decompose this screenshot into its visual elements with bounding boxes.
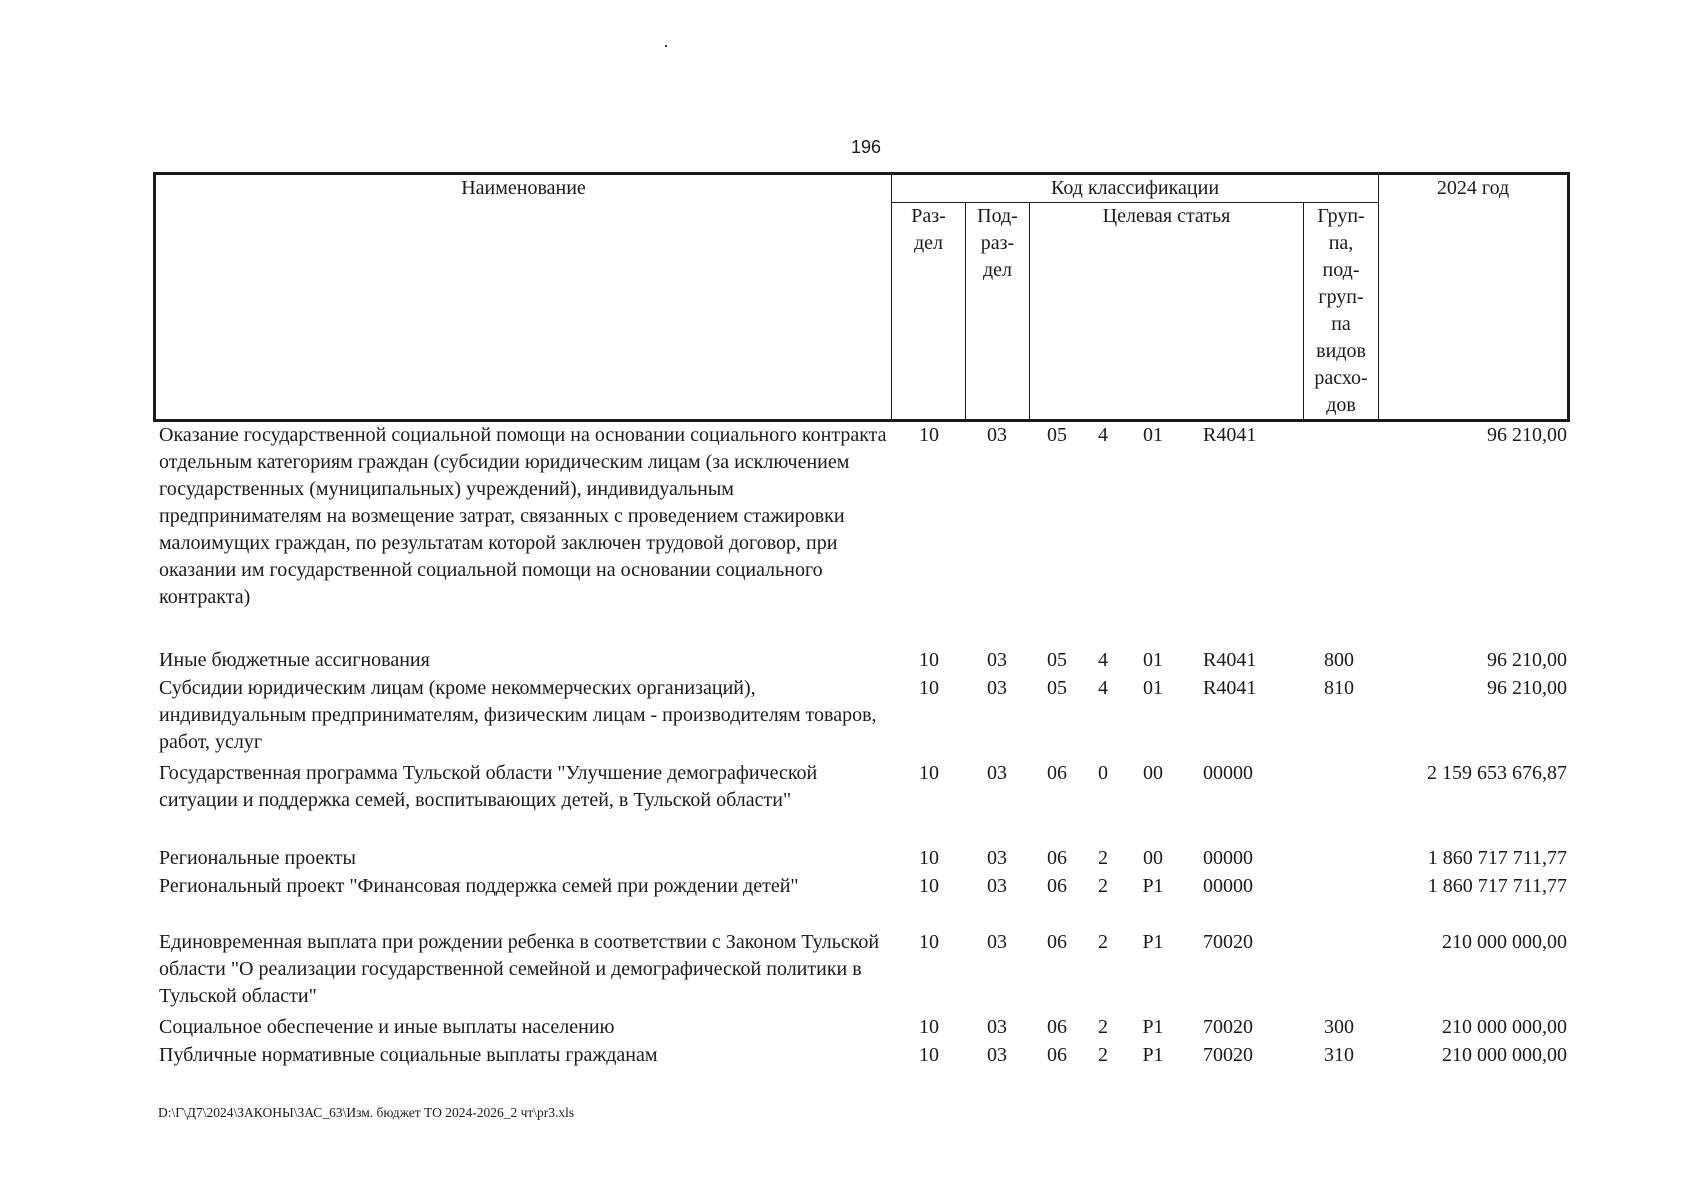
row-target-subprogram: P1 bbox=[1142, 1044, 1164, 1066]
header-razdel-line: Раз- bbox=[911, 205, 946, 227]
header-code-group-cell bbox=[892, 174, 1379, 203]
header-podrazdel-line: раз- bbox=[980, 232, 1015, 254]
row-name: Региональные проекты bbox=[159, 847, 356, 869]
row-name: Единовременная выплата при рождении ребенка в соответствии с Законом Тульской области "О реализации государственной семейной и демографической политики в Тульской области" bbox=[159, 931, 880, 1007]
row-target-direction: R4041 bbox=[1203, 649, 1257, 671]
row-amount: 96 210,00 bbox=[1487, 424, 1567, 446]
row-target-type: 2 bbox=[1098, 875, 1108, 897]
row-razdel: 10 bbox=[919, 649, 939, 671]
row-podrazdel: 03 bbox=[987, 875, 1007, 897]
row-razdel: 10 bbox=[919, 1016, 939, 1038]
row-amount: 210 000 000,00 bbox=[1442, 1044, 1567, 1066]
row-target-type: 2 bbox=[1098, 931, 1108, 953]
page-number: 196 bbox=[850, 137, 882, 157]
row-target-subprogram: 01 bbox=[1143, 677, 1163, 699]
row-target-program: 06 bbox=[1047, 1044, 1067, 1066]
row-razdel: 10 bbox=[919, 424, 939, 446]
row-podrazdel: 03 bbox=[987, 931, 1007, 953]
row-expense-type: 800 bbox=[1324, 649, 1354, 671]
row-target-direction: 70020 bbox=[1203, 1016, 1253, 1038]
header-target-cell bbox=[1030, 203, 1304, 421]
row-razdel: 10 bbox=[919, 875, 939, 897]
scan-speck bbox=[665, 45, 667, 47]
row-target-program: 06 bbox=[1047, 875, 1067, 897]
row-target-direction: 70020 bbox=[1203, 931, 1253, 953]
row-target-type: 2 bbox=[1098, 847, 1108, 869]
row-amount: 210 000 000,00 bbox=[1442, 931, 1567, 953]
table-header bbox=[153, 172, 1570, 422]
header-year-cell bbox=[1379, 174, 1569, 421]
row-target-subprogram: P1 bbox=[1142, 875, 1164, 897]
header-vr-line: па, под- bbox=[1322, 232, 1360, 281]
row-target-program: 05 bbox=[1047, 649, 1067, 671]
row-target-program: 06 bbox=[1047, 762, 1067, 784]
header-code-group: Код классификации bbox=[1051, 177, 1220, 199]
row-expense-type: 810 bbox=[1324, 677, 1354, 699]
row-target-program: 06 bbox=[1047, 847, 1067, 869]
header-vr-line: Груп- bbox=[1317, 205, 1365, 227]
row-razdel: 10 bbox=[919, 762, 939, 784]
row-name: Социальное обеспечение и иные выплаты населению bbox=[159, 1016, 615, 1038]
row-target-direction: 70020 bbox=[1203, 1044, 1253, 1066]
row-target-subprogram: 01 bbox=[1143, 424, 1163, 446]
row-amount: 210 000 000,00 bbox=[1442, 1016, 1567, 1038]
row-podrazdel: 03 bbox=[987, 424, 1007, 446]
row-podrazdel: 03 bbox=[987, 1016, 1007, 1038]
row-target-program: 06 bbox=[1047, 1016, 1067, 1038]
header-name: Наименование bbox=[461, 177, 586, 199]
row-target-program: 05 bbox=[1047, 677, 1067, 699]
row-podrazdel: 03 bbox=[987, 847, 1007, 869]
row-target-subprogram: 00 bbox=[1143, 847, 1163, 869]
row-amount: 96 210,00 bbox=[1487, 677, 1567, 699]
row-target-program: 06 bbox=[1047, 931, 1067, 953]
row-amount: 1 860 717 711,77 bbox=[1427, 875, 1567, 897]
header-razdel-cell bbox=[892, 203, 966, 421]
row-target-program: 05 bbox=[1047, 424, 1067, 446]
row-target-direction: 00000 bbox=[1203, 875, 1253, 897]
row-name: Иные бюджетные ассигнования bbox=[159, 649, 430, 671]
row-podrazdel: 03 bbox=[987, 1044, 1007, 1066]
header-target: Целевая статья bbox=[1102, 205, 1231, 227]
header-vr-line: груп- bbox=[1318, 286, 1364, 308]
header-name-cell bbox=[155, 174, 892, 421]
header-vr-line: видов bbox=[1316, 340, 1366, 362]
row-amount: 96 210,00 bbox=[1487, 649, 1567, 671]
header-vr-line: расхо- bbox=[1314, 367, 1368, 389]
row-podrazdel: 03 bbox=[987, 649, 1007, 671]
row-name: Региональный проект "Финансовая поддержка семей при рождении детей" bbox=[159, 875, 799, 897]
row-name: Публичные нормативные социальные выплаты гражданам bbox=[159, 1044, 658, 1066]
row-target-type: 4 bbox=[1098, 677, 1108, 699]
row-target-type: 2 bbox=[1098, 1016, 1108, 1038]
row-target-type: 2 bbox=[1098, 1044, 1108, 1066]
row-target-subprogram: 00 bbox=[1143, 762, 1163, 784]
row-podrazdel: 03 bbox=[987, 677, 1007, 699]
file-path-footer: D:\Г\Д7\2024\ЗАКОНЫ\ЗАС_63\Изм. бюджет ТО 2024-2026_2 чт\pr3.xls bbox=[158, 1105, 575, 1120]
header-vr-line: па bbox=[1331, 313, 1351, 335]
header-podrazdel-line: дел bbox=[982, 259, 1013, 281]
row-razdel: 10 bbox=[919, 847, 939, 869]
header-vr-cell bbox=[1304, 203, 1379, 421]
row-target-subprogram: P1 bbox=[1142, 931, 1164, 953]
row-expense-type: 300 bbox=[1324, 1016, 1354, 1038]
row-podrazdel: 03 bbox=[987, 762, 1007, 784]
row-target-direction: R4041 bbox=[1203, 424, 1257, 446]
row-target-subprogram: P1 bbox=[1142, 1016, 1164, 1038]
row-amount: 1 860 717 711,77 bbox=[1427, 847, 1567, 869]
row-target-direction: 00000 bbox=[1203, 847, 1253, 869]
row-razdel: 10 bbox=[919, 1044, 939, 1066]
row-target-type: 4 bbox=[1098, 424, 1108, 446]
row-razdel: 10 bbox=[919, 677, 939, 699]
header-vr-line: дов bbox=[1326, 394, 1356, 416]
row-expense-type: 310 bbox=[1324, 1044, 1354, 1066]
row-target-type: 4 bbox=[1098, 649, 1108, 671]
header-year: 2024 год bbox=[1436, 177, 1510, 199]
row-name: Субсидии юридическим лицам (кроме некоммерческих организаций), индивидуальным предпринимателям, физическим лицам - производителям товаров, работ, услуг bbox=[159, 677, 877, 753]
header-podrazdel-cell bbox=[966, 203, 1030, 421]
row-target-direction: R4041 bbox=[1203, 677, 1257, 699]
row-razdel: 10 bbox=[919, 931, 939, 953]
row-target-direction: 00000 bbox=[1203, 762, 1253, 784]
row-amount: 2 159 653 676,87 bbox=[1427, 762, 1567, 784]
header-podrazdel-line: Под- bbox=[977, 205, 1018, 227]
header-razdel-line: дел bbox=[913, 232, 944, 254]
row-name: Государственная программа Тульской области "Улучшение демографической ситуации и поддержка семей, воспитывающих детей, в Тульской области" bbox=[159, 762, 818, 811]
row-target-type: 0 bbox=[1098, 762, 1108, 784]
row-name: Оказание государственной социальной помощи на основании социального контракта отдельным категориям граждан (субсидии юридическим лицам (за исключением государственных (муниципальных) учреждений), индивидуальным предпринимателям на возмещение затрат, связанных с проведением стажировки малоимущих граждан, по результатам которой заключен трудовой договор, при оказании им государственной социальной помощи на основании социального контракта) bbox=[159, 424, 887, 608]
row-target-subprogram: 01 bbox=[1143, 649, 1163, 671]
